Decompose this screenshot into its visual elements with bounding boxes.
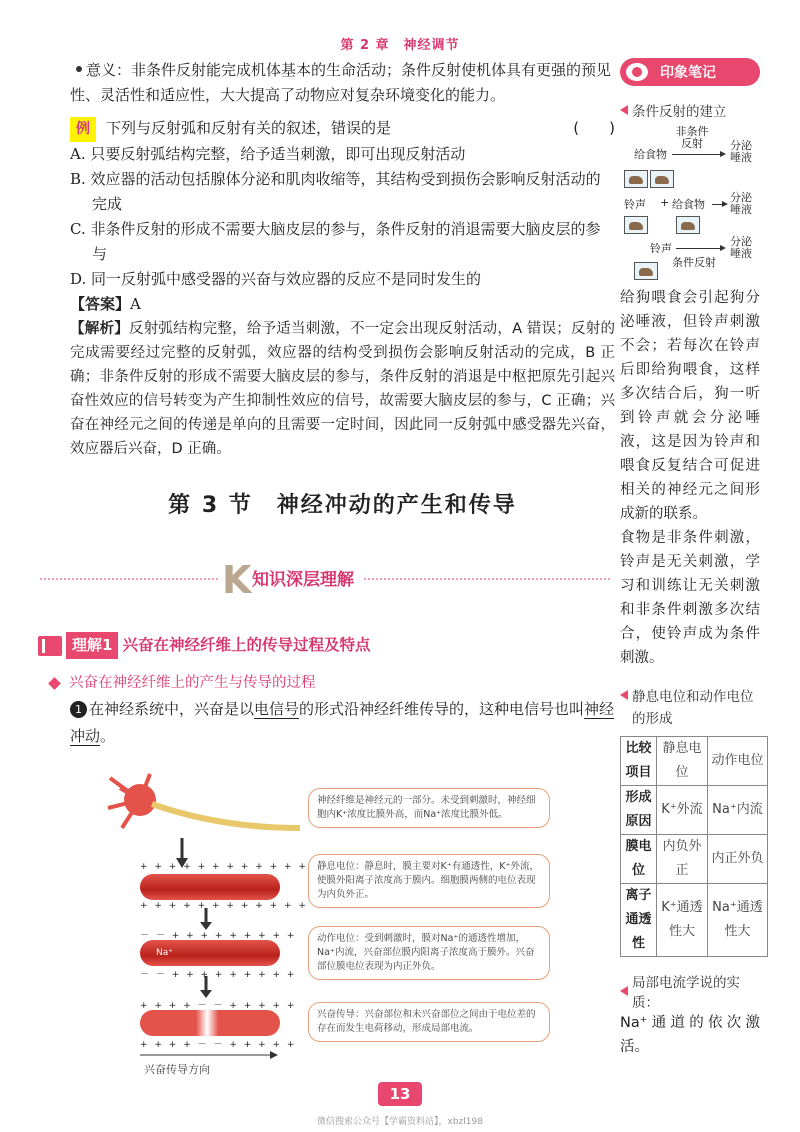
- table-header-cell: 比较项目: [621, 737, 657, 786]
- bullet-icon: [76, 66, 82, 72]
- dog-icon-2: [650, 170, 674, 188]
- potential-comparison-table: [620, 736, 768, 957]
- note1-text: 给狗喂食会引起狗分泌唾液，但铃声刺激不会；若每次在铃声后即给狗喂食，这样多次结合后，狗一听到铃声就会分泌唾液，这是因为铃声和喂食反复结合可促进相关的神经元之间形成新的联系。: [620, 290, 760, 522]
- table-header-row: [621, 737, 768, 786]
- table-cell: 膜电位: [621, 835, 657, 884]
- callout-conduction: 兴奋传导：兴奋部位和未兴奋部位之间由于电位差的存在而发生电荷移动，形成局部电流。: [308, 1002, 550, 1042]
- chapter-header: 第 2 章 神经调节: [340, 38, 460, 53]
- triangle-icon: [620, 690, 628, 700]
- diagram-bell: 铃声: [624, 198, 646, 211]
- paragraph-1: [70, 696, 615, 750]
- note3-title-text: 局部电流学说的实质：: [632, 975, 740, 1011]
- charge-outer-3: + + + + － － + + + + +: [140, 1001, 297, 1011]
- dog-icon-4: [676, 216, 700, 234]
- example-tag: 例: [70, 117, 96, 142]
- diagram-top-label: 非条件反射: [675, 125, 709, 150]
- k-letter-icon: K: [222, 558, 252, 602]
- significance-text: 意义：非条件反射能完成机体基本的生命活动；条件反射使机体具有更强的预见性、灵活性和适应性，大大提高了动物应对复杂环境变化的能力。: [70, 61, 612, 104]
- note2-title-text: 静息电位和动作电位的形成: [632, 689, 754, 727]
- charge-outer-3b: + + + + － － + + + + +: [140, 1040, 297, 1050]
- table-cell: 离子通透性: [621, 884, 657, 957]
- table-cell: Na⁺通透性大: [707, 884, 767, 957]
- answer-line: [70, 292, 615, 317]
- answer-value: A: [130, 295, 141, 313]
- diagram-feed-2: 给食物: [672, 198, 705, 211]
- callout-resting: 静息电位：静息时，膜主要对K⁺有通透性，K⁺外流，使膜外阳离子浓度高于膜内。细胞膜两侧的电位表现为内负外正。: [308, 854, 550, 908]
- axon-conducting: [140, 1010, 280, 1036]
- arrow-2: [712, 204, 726, 205]
- notes-badge-text: 印象笔记: [660, 65, 716, 81]
- para1-text-end: 。: [100, 727, 116, 745]
- diagram-salivate-1: 分泌唾液: [730, 139, 752, 164]
- diagram-cond: 条件反射: [672, 256, 716, 269]
- nerve-impulse-figure: [100, 768, 560, 1076]
- option-d: D. 同一反射弧中感受器的兴奋与效应器的反应不是同时发生的: [70, 270, 482, 288]
- analysis-label: 【解析】: [70, 321, 129, 337]
- callout-action: 动作电位：受到刺激时，膜对Na⁺的通透性增加，Na⁺内流，兴奋部位膜内阳离子浓度高于膜外。兴奋部位膜电位表现为内正外负。: [308, 926, 550, 980]
- table-cell: K⁺外流: [657, 786, 708, 835]
- table-header-cell: 静息电位: [657, 737, 708, 786]
- arrow-1: [672, 154, 724, 155]
- table-row: [621, 884, 768, 957]
- diagram-feed: 给食物: [634, 148, 667, 161]
- sub-heading: [50, 671, 615, 696]
- dog-icon-1: [624, 170, 648, 188]
- triangle-icon: [620, 986, 628, 996]
- understand-heading: [38, 632, 615, 659]
- table-cell: 内正外负: [707, 835, 767, 884]
- dog-icon-5: [634, 262, 658, 280]
- footer-watermark: 微信搜索公众号【学霸资料站】，xbzl198: [317, 1117, 483, 1127]
- conditioning-diagram: [620, 126, 760, 286]
- side-notes: [620, 58, 764, 1059]
- na-ion-label: Na⁺: [156, 948, 173, 958]
- table-cell: 形成原因: [621, 786, 657, 835]
- diagram-bell-2: 铃声: [650, 242, 672, 255]
- example-question-text: 下列与反射弧和反射有关的叙述，错误的是: [106, 119, 392, 137]
- book-icon: [38, 636, 62, 656]
- neuron-body: [108, 774, 300, 828]
- table-cell: 内负外正: [657, 835, 708, 884]
- diamond-bullet-icon: [48, 677, 61, 690]
- para1-text-pre: 在神经系统中，兴奋是以: [89, 700, 255, 718]
- para1-text-mid: 的形式沿神经纤维传导的，这种电信号也叫: [299, 700, 585, 718]
- answer-label: 【答案】: [70, 295, 131, 313]
- option-a: A. 只要反射弧结构完整，给予适当刺激，即可出现反射活动: [70, 145, 466, 163]
- note3-text: Na⁺通道的依次激活。: [620, 1015, 760, 1055]
- analysis-text: 反射弧结构完整，给予适当刺激，不一定会出现反射活动，A 错误；反射的完成需要经过完整的反射弧，效应器的结构受到损伤会影响反射活动的完成，B 正确；非条件反射的形成不需要大脑皮层的参与，条件反射的消退是中枢把原先引起兴奋性效应的信号转变为产生抑制性效应的信号，故需要大脑皮层的参与，C 正确；兴奋在神经元之间的传递是单向的且需要一定时间，因此同一反射弧中感受器先兴奋，效应器后兴奋，D 正确。: [70, 321, 616, 457]
- axon-resting: [140, 874, 280, 900]
- knowledge-banner-text: 知识深层理解: [252, 568, 362, 593]
- charge-outer-1: + + + + + + + + + + + +: [140, 862, 308, 872]
- charge-outer-2: － － + + + + + + + + +: [140, 931, 297, 941]
- callout-fiber: 神经纤维是神经元的一部分。未受到刺激时，神经细胞内K⁺浓度比膜外高，而Na⁺浓度比膜外低。: [308, 788, 550, 828]
- sub-heading-text: 兴奋在神经纤维上的产生与传导的过程: [69, 675, 316, 691]
- note1-title-text: 条件反射的建立: [632, 104, 727, 120]
- table-cell: Na⁺内流: [707, 786, 767, 835]
- number-1-icon: 1: [70, 701, 87, 718]
- charge-outer-1b: + + + + + + + + + + + +: [140, 901, 308, 911]
- para1-underline-2: 神经冲动: [70, 700, 615, 745]
- answer-paren: ( ): [573, 119, 615, 137]
- diagram-salivate-2: 分泌唾液: [730, 191, 752, 216]
- table-row: [621, 786, 768, 835]
- triangle-icon: [620, 105, 628, 115]
- analysis-paragraph: [70, 317, 615, 461]
- significance-paragraph: [70, 58, 615, 108]
- table-row: [621, 835, 768, 884]
- section-title: 第 3 节 神经冲动的产生和传导: [168, 493, 517, 518]
- figure-caption: 兴奋传导方向: [144, 1063, 210, 1076]
- understand-label: 理解1: [66, 632, 118, 659]
- option-b: B. 效应器的活动包括腺体分泌和肌肉收缩等，其结构受到损伤会影响反射活动的完成: [70, 170, 601, 213]
- elephant-icon: [626, 63, 648, 81]
- direction-arrow-icon: [140, 1050, 280, 1060]
- arrow-3: [676, 248, 724, 249]
- charge-outer-2b: － － + + + + + + + + +: [140, 970, 297, 980]
- example-question: [70, 116, 615, 142]
- main-column: [70, 58, 615, 750]
- neuron-illustration: [100, 768, 300, 868]
- table-header-cell: 动作电位: [707, 737, 767, 786]
- down-arrow-icon-2: [196, 976, 216, 1000]
- page-number: 13: [378, 1082, 422, 1106]
- note1-title: [620, 100, 760, 120]
- para1-underline-1: 电信号: [254, 700, 300, 718]
- diagram-plus: +: [660, 196, 670, 209]
- note2-title: [620, 686, 760, 730]
- knowledge-banner: [40, 558, 610, 602]
- diagram-salivate-3: 分泌唾液: [730, 235, 752, 260]
- notes-badge: [620, 58, 760, 86]
- table-cell: K⁺通透性大: [657, 884, 708, 957]
- understand-title: 兴奋在神经纤维上的传导过程及特点: [122, 636, 371, 654]
- note3-title: [620, 971, 760, 1011]
- note1-text-2: 食物是非条件刺激，铃声是无关刺激，学习和训练让无关刺激和非条件刺激多次结合，使铃声成为条件刺激。: [620, 530, 760, 666]
- option-c: C. 非条件反射的形成不需要大脑皮层的参与，条件反射的消退需要大脑皮层的参与: [70, 220, 601, 263]
- dog-icon-3: [624, 216, 648, 234]
